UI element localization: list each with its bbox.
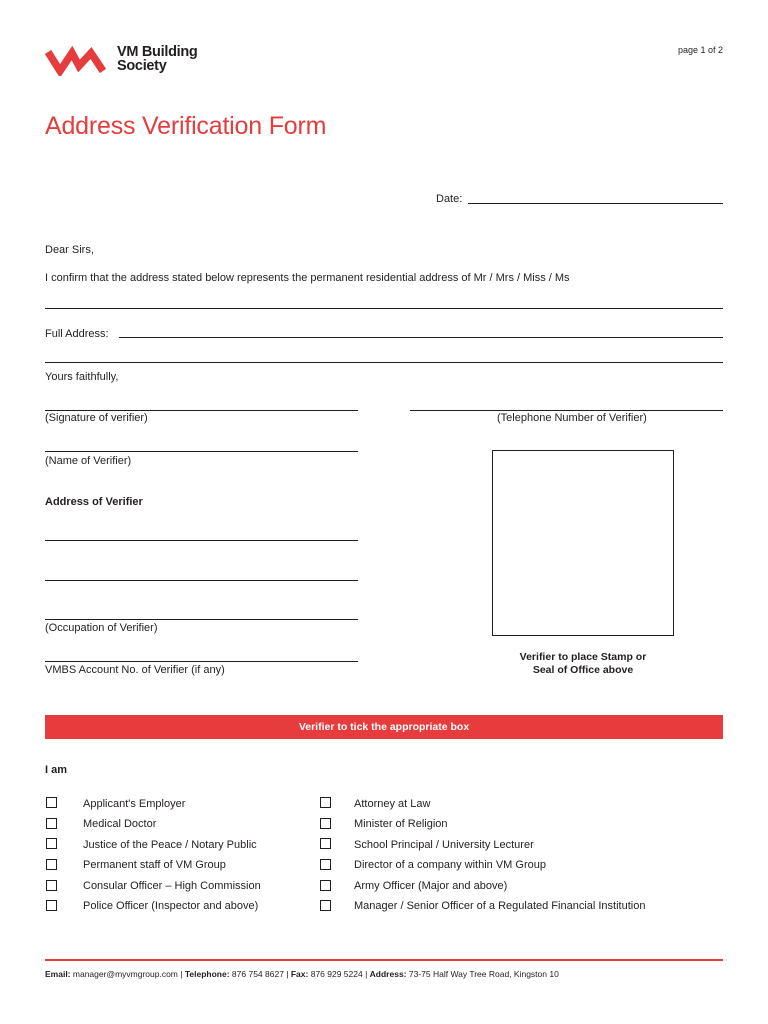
- option-label: Consular Officer – High Commission: [83, 880, 261, 892]
- footer-contact: Email: manager@myvmgroup.com | Telephone: 876 754 8627 | Fax: 876 929 5224 | Address: 73-75 Half Way Tree Road, Kingston 10: [45, 969, 559, 979]
- option-label: Army Officer (Major and above): [354, 880, 508, 892]
- full-address-field[interactable]: [119, 337, 723, 338]
- checkbox-consular-officer[interactable]: [46, 880, 57, 891]
- signature-field[interactable]: [45, 410, 358, 411]
- occupation-field[interactable]: [45, 619, 358, 620]
- confirm-statement: I confirm that the address stated below represents the permanent residential address of Mr / Mrs / Miss / Ms: [45, 272, 570, 284]
- footer-fax-label: Fax:: [290, 969, 309, 979]
- checkbox-minister-of-religion[interactable]: [320, 818, 331, 829]
- footer-divider: [45, 959, 723, 961]
- verifier-address-heading: Address of Verifier: [45, 496, 143, 508]
- telephone-label: (Telephone Number of Verifier): [497, 412, 647, 424]
- footer-email[interactable]: manager@myvmgroup.com: [72, 969, 178, 979]
- stamp-caption-line2: Seal of Office above: [532, 664, 634, 676]
- date-label: Date:: [436, 193, 463, 205]
- brand-name-line2: Society: [117, 58, 167, 74]
- occupation-label: (Occupation of Verifier): [45, 622, 158, 634]
- option-label: Manager / Senior Officer of a Regulated Financial Institution: [354, 900, 646, 912]
- option-label: Attorney at Law: [354, 798, 431, 810]
- closing: Yours faithfully,: [45, 371, 119, 383]
- name-label: (Name of Verifier): [45, 455, 132, 467]
- stamp-caption: [492, 651, 674, 677]
- page-number: page 1 of 2: [677, 45, 723, 55]
- date-field[interactable]: [468, 203, 723, 204]
- option-label: Permanent staff of VM Group: [83, 859, 226, 871]
- verifier-address-field-2[interactable]: [45, 580, 358, 581]
- stamp-caption-line1: Verifier to place Stamp or: [519, 651, 647, 663]
- account-number-label: VMBS Account No. of Verifier (if any): [45, 664, 225, 676]
- footer-address: 73-75 Half Way Tree Road, Kingston 10: [408, 969, 559, 979]
- checkbox-police-officer[interactable]: [46, 900, 57, 911]
- footer-address-label: Address:: [369, 969, 407, 979]
- i-am-label: I am: [45, 764, 68, 776]
- checkbox-attorney-at-law[interactable]: [320, 797, 331, 808]
- option-label: Justice of the Peace / Notary Public: [83, 839, 257, 851]
- option-label: School Principal / University Lecturer: [354, 839, 534, 851]
- footer-email-label: Email:: [45, 969, 71, 979]
- brand-name-line1: VM Building: [117, 44, 198, 60]
- checkbox-school-principal[interactable]: [320, 838, 331, 849]
- telephone-field[interactable]: [410, 410, 723, 411]
- account-number-field[interactable]: [45, 661, 358, 662]
- full-address-field-line2[interactable]: [45, 362, 723, 363]
- option-label: Director of a company within VM Group: [354, 859, 546, 871]
- checkbox-applicants-employer[interactable]: [46, 797, 57, 808]
- instruction-banner: Verifier to tick the appropriate box: [45, 715, 723, 739]
- page-title: Address Verification Form: [45, 112, 327, 140]
- full-address-label: Full Address:: [45, 328, 109, 340]
- signature-label: (Signature of verifier): [45, 412, 148, 424]
- option-label: Minister of Religion: [354, 818, 448, 830]
- footer-telephone-label: Telephone:: [184, 969, 230, 979]
- salutation: Dear Sirs,: [45, 244, 94, 256]
- vm-logo-icon: [45, 46, 107, 76]
- checkbox-medical-doctor[interactable]: [46, 818, 57, 829]
- checkbox-permanent-staff[interactable]: [46, 859, 57, 870]
- option-label: Applicant's Employer: [83, 798, 186, 810]
- checkbox-manager-senior-officer[interactable]: [320, 900, 331, 911]
- checkbox-director[interactable]: [320, 859, 331, 870]
- applicant-name-field[interactable]: [45, 308, 723, 309]
- checkbox-army-officer[interactable]: [320, 880, 331, 891]
- footer-telephone: 876 754 8627: [231, 969, 284, 979]
- brand-name: [117, 45, 197, 73]
- verifier-address-field-1[interactable]: [45, 540, 358, 541]
- checkbox-justice-of-the-peace[interactable]: [46, 838, 57, 849]
- name-field[interactable]: [45, 451, 358, 452]
- footer-fax: 876 929 5224: [310, 969, 363, 979]
- option-label: Police Officer (Inspector and above): [83, 900, 259, 912]
- stamp-seal-box: [492, 450, 674, 636]
- option-label: Medical Doctor: [83, 818, 157, 830]
